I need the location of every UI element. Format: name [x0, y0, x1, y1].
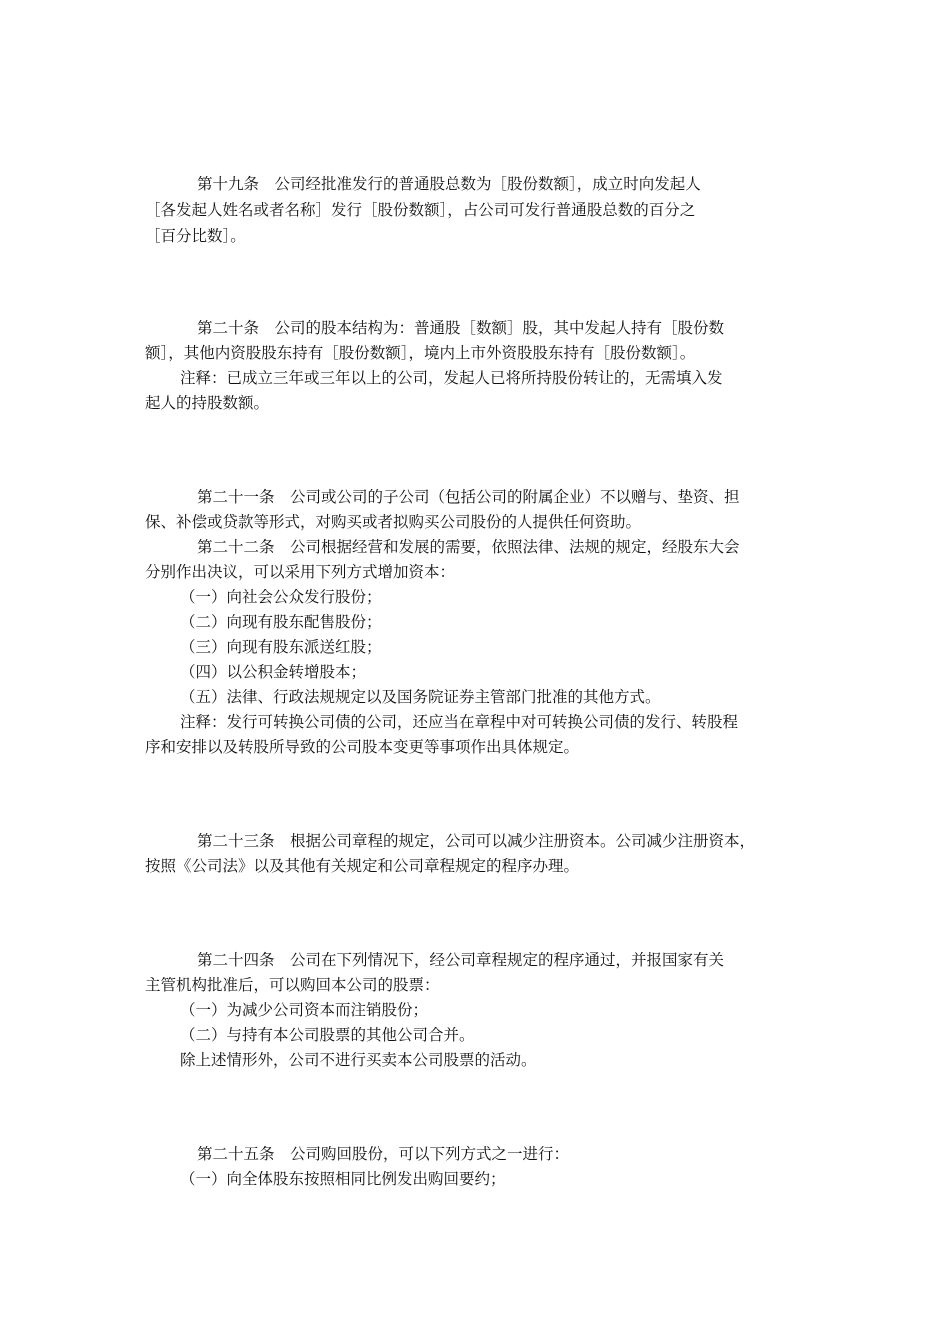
article-25-item-1: （一）向全体股东按照相同比例发出购回要约；	[180, 1170, 506, 1188]
article-22-note-line-2: 序和安排以及转股所导致的公司股本变更等事项作出具体规定。	[145, 738, 580, 756]
article-22-item-1: （一）向社会公众发行股份；	[180, 588, 382, 606]
article-23-line-1: 第二十三条 根据公司章程的规定，公司可以减少注册资本。公司减少注册资本，	[197, 832, 756, 850]
article-20-line-2: 额］，其他内资股股东持有［股份数额］，境内上市外资股股东持有［股份数额］。	[145, 344, 696, 362]
article-24-item-2: （二）与持有本公司股票的其他公司合并。	[180, 1026, 475, 1044]
article-22-line-1: 第二十二条 公司根据经营和发展的需要，依照法律、法规的规定，经股东大会	[197, 538, 740, 556]
article-24-line-2: 主管机构批准后，可以购回本公司的股票：	[145, 976, 440, 994]
article-22-item-4: （四）以公积金转增股本；	[180, 663, 367, 681]
article-19-line-2: ［各发起人姓名或者名称］发行［股份数额］，占公司可发行普通股总数的百分之	[145, 201, 696, 219]
article-22-item-5: （五）法律、行政法规规定以及国务院证券主管部门批准的其他方式。	[180, 688, 661, 706]
article-25-line-1: 第二十五条 公司购回股份，可以下列方式之一进行：	[197, 1145, 570, 1163]
article-20-note-line-2: 起人的持股数额。	[145, 394, 270, 412]
article-19-line-1: 第十九条 公司经批准发行的普通股总数为［股份数额］，成立时向发起人	[197, 175, 701, 193]
article-22-item-3: （三）向现有股东派送红股；	[180, 638, 382, 656]
article-19-line-3: ［百分比数］。	[145, 227, 246, 245]
article-22-note-line-1: 注释：发行可转换公司债的公司，还应当在章程中对可转换公司债的发行、转股程	[180, 713, 739, 731]
article-22-line-2: 分别作出决议，可以采用下列方式增加资本：	[145, 563, 456, 581]
article-22-item-2: （二）向现有股东配售股份；	[180, 613, 382, 631]
article-24-line-1: 第二十四条 公司在下列情况下，经公司章程规定的程序通过，并报国家有关	[197, 951, 725, 969]
article-24-line-3: 除上述情形外，公司不进行买卖本公司股票的活动。	[180, 1051, 537, 1069]
article-23-line-2: 按照《公司法》以及其他有关规定和公司章程规定的程序办理。	[145, 857, 580, 875]
article-24-item-1: （一）为减少公司资本而注销股份；	[180, 1001, 429, 1019]
article-21-line-1: 第二十一条 公司或公司的子公司（包括公司的附属企业）不以赠与、垫资、担	[197, 488, 740, 506]
article-21-line-2: 保、补偿或贷款等形式，对购买或者拟购买公司股份的人提供任何资助。	[145, 513, 642, 531]
article-20-line-1: 第二十条 公司的股本结构为：普通股［数额］股，其中发起人持有［股份数	[197, 319, 725, 337]
article-20-note-line-1: 注释：已成立三年或三年以上的公司，发起人已将所持股份转让的，无需填入发	[180, 369, 723, 387]
